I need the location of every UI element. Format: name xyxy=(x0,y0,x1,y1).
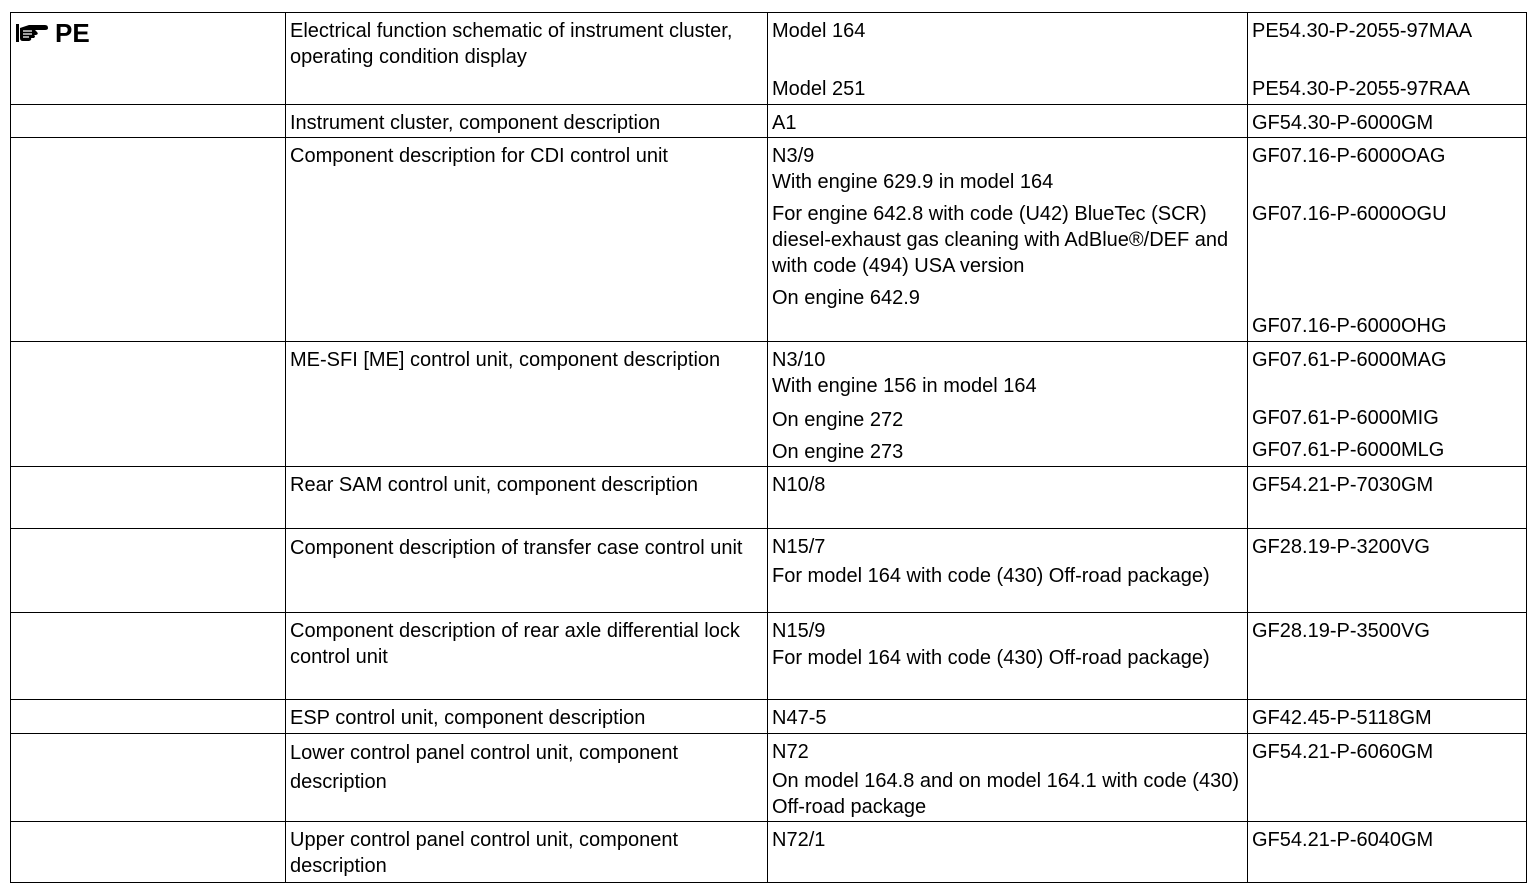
code-text: On engine 272 xyxy=(772,409,904,431)
description-cell xyxy=(286,700,768,734)
description-cell xyxy=(286,734,768,822)
code-cell xyxy=(768,822,1248,883)
code-text: Model 251 xyxy=(772,78,866,100)
description-cell xyxy=(286,13,768,105)
table-row xyxy=(11,105,1527,138)
marker-cell xyxy=(11,613,286,700)
code-note: With engine 629.9 in model 164 xyxy=(772,171,1054,193)
description-cell xyxy=(286,529,768,613)
code-text: N72/1 xyxy=(772,829,826,851)
table-row xyxy=(11,467,1527,529)
code-text: N15/9 xyxy=(772,620,826,642)
table-row xyxy=(11,138,1527,342)
pointing-hand-icon xyxy=(15,22,49,44)
code-text: On engine 642.9 xyxy=(772,287,920,309)
code-cell xyxy=(768,700,1248,734)
code-cell xyxy=(768,138,1248,342)
marker-cell xyxy=(11,700,286,734)
reference-table xyxy=(10,12,1527,883)
description-text: Upper control panel control unit, component description xyxy=(290,829,679,877)
code-cell xyxy=(768,734,1248,822)
description-text: Instrument cluster, component description xyxy=(290,112,661,134)
document-number: PE54.30-P-2055-97MAA xyxy=(1252,20,1473,42)
description-text: ME-SFI [ME] control unit, component description xyxy=(290,349,721,371)
document-cell xyxy=(1248,138,1527,342)
document-cell xyxy=(1248,613,1527,700)
description-text: Component description of rear axle differential lock control unit xyxy=(290,620,740,668)
document-number: GF07.61-P-6000MLG xyxy=(1252,439,1445,461)
document-number: GF07.16-P-6000OHG xyxy=(1252,315,1447,337)
code-note: For model 164 with code (430) Off-road package) xyxy=(772,565,1210,587)
document-cell xyxy=(1248,13,1527,105)
pe-marker xyxy=(15,18,281,46)
description-text: Component description for CDI control unit xyxy=(290,145,668,167)
document-number: PE54.30-P-2055-97RAA xyxy=(1252,78,1470,100)
document-number: GF54.21-P-7030GM xyxy=(1252,474,1434,496)
document-number: GF07.61-P-6000MAG xyxy=(1252,349,1447,371)
code-text: N3/9 xyxy=(772,145,815,167)
code-text: On engine 273 xyxy=(772,441,904,463)
code-cell xyxy=(768,105,1248,138)
code-text: N10/8 xyxy=(772,474,826,496)
description-cell xyxy=(286,822,768,883)
description-text: ESP control unit, component description xyxy=(290,707,646,729)
marker-cell xyxy=(11,138,286,342)
document-number: GF54.21-P-6060GM xyxy=(1252,741,1434,763)
document-number: GF54.30-P-6000GM xyxy=(1252,112,1434,134)
document-cell xyxy=(1248,467,1527,529)
code-cell xyxy=(768,613,1248,700)
code-text: Model 164 xyxy=(772,20,866,42)
document-number: GF28.19-P-3200VG xyxy=(1252,536,1430,558)
document-number: GF07.16-P-6000OGU xyxy=(1252,203,1447,225)
table-row xyxy=(11,822,1527,883)
document-cell xyxy=(1248,734,1527,822)
code-cell xyxy=(768,467,1248,529)
marker-cell xyxy=(11,105,286,138)
marker-cell xyxy=(11,529,286,613)
marker-cell xyxy=(11,13,286,105)
code-note: With engine 156 in model 164 xyxy=(772,375,1037,397)
marker-cell xyxy=(11,467,286,529)
code-text: For engine 642.8 with code (U42) BlueTec (SCR) diesel-exhaust gas cleaning with AdBlue®/DEF and with code (494) USA version xyxy=(772,203,1229,277)
description-text: Electrical function schematic of instrument cluster, operating condition display xyxy=(290,20,733,68)
table-row xyxy=(11,13,1527,105)
description-cell xyxy=(286,138,768,342)
description-text: Rear SAM control unit, component description xyxy=(290,474,698,496)
document-cell xyxy=(1248,342,1527,467)
table-row xyxy=(11,342,1527,467)
document-number: GF07.61-P-6000MIG xyxy=(1252,407,1439,429)
description-cell xyxy=(286,467,768,529)
description-cell xyxy=(286,105,768,138)
document-cell xyxy=(1248,700,1527,734)
description-cell xyxy=(286,342,768,467)
code-text: N15/7 xyxy=(772,536,826,558)
code-note: On model 164.8 and on model 164.1 with code (430) Off-road package xyxy=(772,770,1239,818)
marker-cell xyxy=(11,734,286,822)
code-text: N3/10 xyxy=(772,349,826,371)
code-cell xyxy=(768,13,1248,105)
marker-cell xyxy=(11,822,286,883)
code-cell xyxy=(768,342,1248,467)
code-cell xyxy=(768,529,1248,613)
pe-label: PE xyxy=(55,18,90,48)
code-note: For model 164 with code (430) Off-road package) xyxy=(772,647,1210,669)
table-row xyxy=(11,613,1527,700)
marker-cell xyxy=(11,342,286,467)
document-number: GF54.21-P-6040GM xyxy=(1252,829,1434,851)
description-text: Component description of transfer case control unit xyxy=(290,537,743,559)
document-cell xyxy=(1248,822,1527,883)
table-row xyxy=(11,734,1527,822)
code-text: N72 xyxy=(772,741,809,763)
code-text: A1 xyxy=(772,112,797,134)
description-cell xyxy=(286,613,768,700)
document-cell xyxy=(1248,529,1527,613)
table-row xyxy=(11,700,1527,734)
description-text: Lower control panel control unit, component description xyxy=(290,742,679,793)
document-number: GF28.19-P-3500VG xyxy=(1252,620,1430,642)
document-cell xyxy=(1248,105,1527,138)
table-row xyxy=(11,529,1527,613)
document-number: GF42.45-P-5118GM xyxy=(1252,707,1432,729)
document-number: GF07.16-P-6000OAG xyxy=(1252,145,1446,167)
code-text: N47-5 xyxy=(772,707,827,729)
